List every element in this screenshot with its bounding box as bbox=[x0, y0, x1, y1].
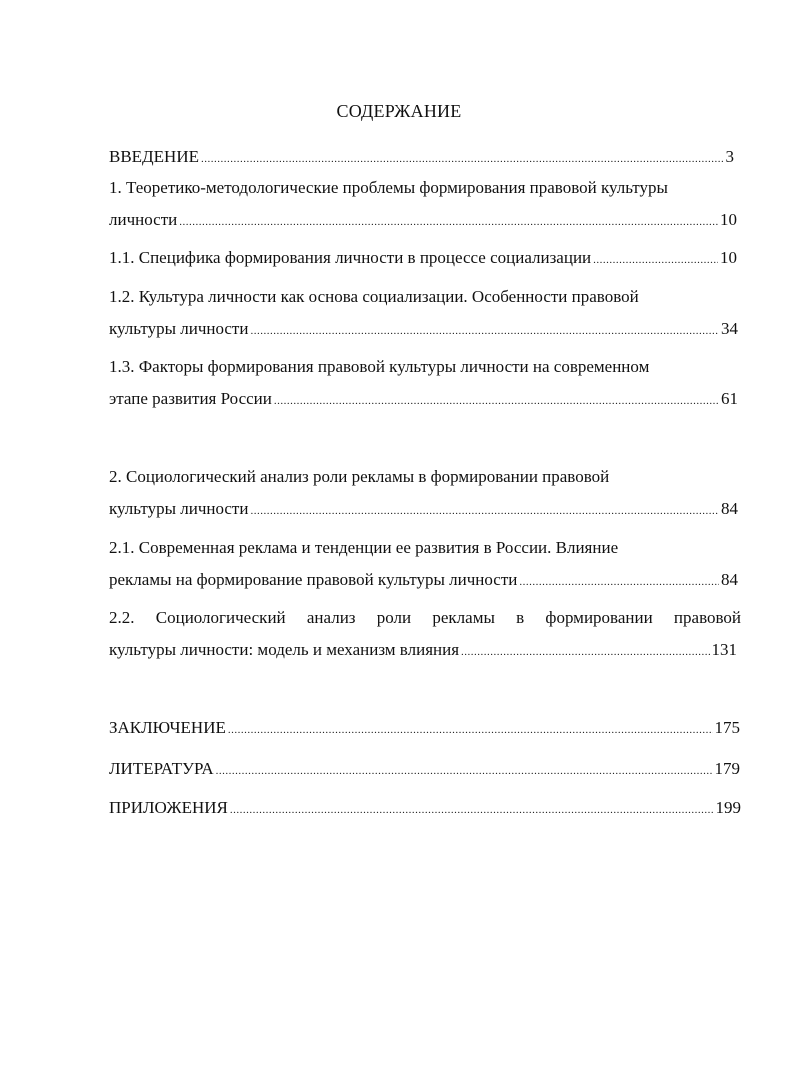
toc-entry-chapter-2 bbox=[109, 498, 738, 520]
toc-entry-conclusion bbox=[109, 717, 740, 739]
dot-leader bbox=[461, 641, 709, 663]
dot-leader bbox=[230, 799, 714, 821]
toc-entry-label: ЗАКЛЮЧЕНИЕ bbox=[109, 718, 226, 737]
toc-entry-section-2-2 bbox=[109, 639, 737, 661]
toc-entry-section-1-3 bbox=[109, 388, 738, 410]
dot-leader bbox=[593, 249, 718, 271]
toc-entry-label: ВВЕДЕНИЕ bbox=[109, 147, 199, 166]
toc-entry-appendices bbox=[109, 797, 741, 819]
toc-entry-page: 179 bbox=[714, 759, 740, 778]
toc-entry-label: культуры личности bbox=[109, 499, 249, 518]
toc-entry-page: 10 bbox=[720, 248, 737, 267]
toc-chapter-1-title: 1. Теоретико-методологические проблемы формирования правовой культуры bbox=[109, 178, 668, 197]
toc-entry-label: этапе развития России bbox=[109, 389, 272, 408]
toc-entry-page: 131 bbox=[711, 640, 737, 659]
toc-section-2-1-title: 2.1. Современная реклама и тенденции ее развития в России. Влияние bbox=[109, 538, 619, 557]
toc-entry-page: 175 bbox=[714, 718, 740, 737]
toc-entry-label: рекламы на формирование правовой культуры личности bbox=[109, 570, 518, 589]
toc-entry-page: 10 bbox=[720, 210, 737, 229]
toc-section-1-2-title: 1.2. Культура личности как основа социализации. Особенности правовой bbox=[109, 287, 639, 306]
toc-entry-chapter-1 bbox=[109, 209, 737, 231]
dot-leader bbox=[274, 390, 719, 412]
toc-section-2-2-title: 2.2. Социологический анализ роли рекламы в формировании правовой bbox=[109, 608, 741, 627]
toc-entry-section-1-2 bbox=[109, 318, 738, 340]
toc-entry-page: 61 bbox=[721, 389, 738, 408]
dot-leader bbox=[250, 320, 719, 342]
dot-leader bbox=[228, 719, 713, 741]
dot-leader bbox=[216, 760, 713, 782]
dot-leader bbox=[519, 571, 719, 593]
toc-entry-section-1-1 bbox=[109, 247, 737, 269]
toc-section-1-3-title: 1.3. Факторы формирования правовой культуры личности на современном bbox=[109, 357, 650, 376]
page-title: СОДЕРЖАНИЕ bbox=[336, 101, 462, 121]
dot-leader bbox=[179, 211, 718, 233]
toc-entry-literature bbox=[109, 758, 740, 780]
toc-entry-page: 84 bbox=[721, 499, 738, 518]
toc-entry-section-2-1 bbox=[109, 569, 738, 591]
dot-leader bbox=[201, 148, 724, 170]
toc-entry-label: культуры личности: модель и механизм влияния bbox=[109, 640, 460, 659]
toc-entry-page: 3 bbox=[725, 147, 734, 166]
toc-entry-page: 84 bbox=[721, 570, 738, 589]
dot-leader bbox=[250, 500, 719, 522]
toc-entry-label: ЛИТЕРАТУРА bbox=[109, 759, 214, 778]
toc-entry-label: личности bbox=[109, 210, 178, 229]
toc-entry-intro bbox=[109, 146, 734, 168]
toc-entry-label: культуры личности bbox=[109, 319, 249, 338]
toc-entry-page: 34 bbox=[721, 319, 738, 338]
toc-entry-label: ПРИЛОЖЕНИЯ bbox=[109, 798, 228, 817]
toc-entry-label: 1.1. Специфика формирования личности в процессе социализации bbox=[109, 248, 592, 267]
toc-entry-page: 199 bbox=[715, 798, 741, 817]
toc-chapter-2-title: 2. Социологический анализ роли рекламы в формировании правовой bbox=[109, 467, 610, 486]
